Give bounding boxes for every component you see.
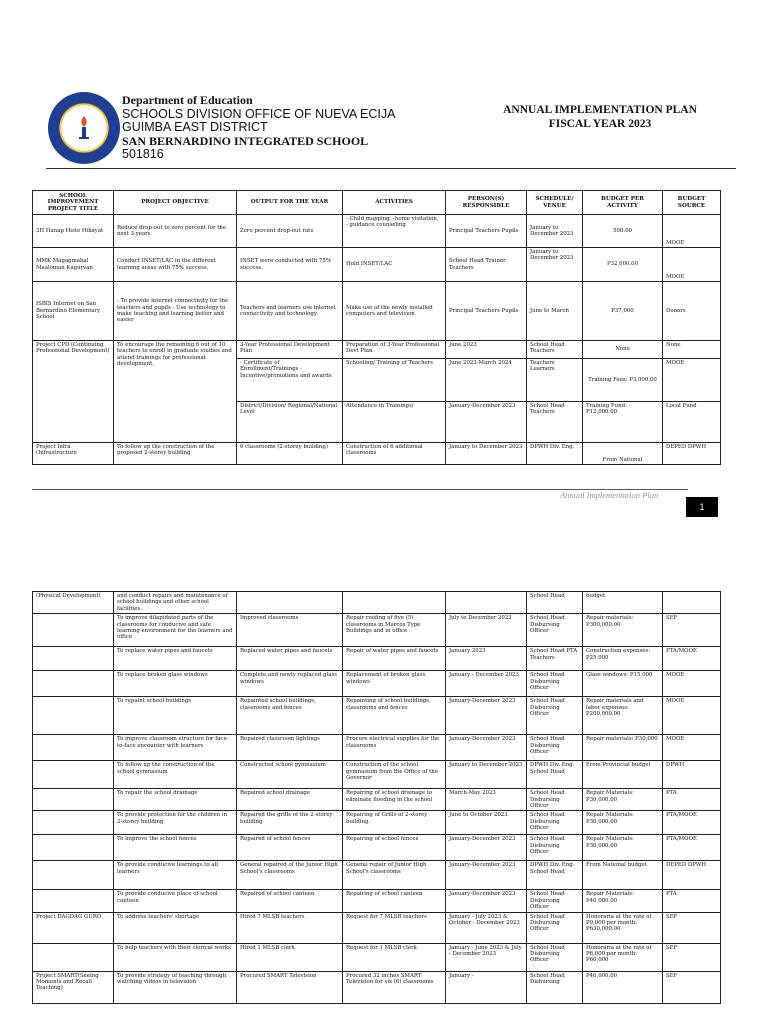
table-cell: School Head Disbursing Officer [527,789,583,811]
table-cell [446,592,527,614]
table-cell [33,835,114,861]
table-cell: budget [583,592,663,614]
footer-text: Annual Implementation Plan [560,490,659,500]
table-cell: Repair Materials: P30,000.00 [583,811,663,835]
table-cell: DEPED DPWH [663,861,721,890]
table-cell: Donors [663,282,721,341]
table-cell: None [583,341,663,359]
table-cell [33,647,114,671]
table-cell: To provide protection for the children in 2-storey building [114,811,237,835]
column-header: PERSON(S) RESPONSIBLE [446,191,527,215]
header-divider [46,168,736,169]
table-cell: From Provincial budget [583,761,663,789]
table-cell: Make use of the newly installed computers and television [343,282,446,341]
table-cell: School Head PTA Teachers [527,647,583,671]
table-cell: Construction expenses: P25,000 [583,647,663,671]
table-cell: General repair of Junior High School's classrooms [343,861,446,890]
table-cell: P32,000.00 [583,248,663,282]
table-cell: Hired 7 MLSB teachers [237,912,343,943]
table-row [33,215,721,248]
table-cell: Replaced water pipes and faucets [237,647,343,671]
table-cell: January - June 2023 & July - December 2023 [446,943,527,971]
table-row [33,592,721,614]
table-cell: MOOE [663,215,721,248]
table-cell: Construction of 6 additional classrooms [343,443,446,465]
table-cell: January - [446,971,527,1003]
table-cell: Conduct INSET/LAC in the different learning areas with 75% success. [114,248,237,282]
table-cell: January-December 2023 [446,835,527,861]
table-cell: January 2023 [446,647,527,671]
table-cell: DPWH [663,761,721,789]
school-id: 501816 [122,147,164,161]
table-cell: To follow up the construction of the school gymnasium [114,761,237,789]
plan-table-page-1 [32,190,721,465]
table-cell: Procured SMART Television [237,971,343,1003]
table-cell: MOOE [663,359,721,402]
table-cell: Honoraria at the rate of P9,000 per month: P630,000.00 [583,912,663,943]
table-cell: From National [583,443,663,465]
table-cell: January-December 2023 [446,861,527,890]
table-cell: Reduce drop-out to zero percent for the next 3 years [114,215,237,248]
department-name: Department of Education [122,93,253,107]
table-cell [33,735,114,761]
table-cell: 500.00 [583,215,663,248]
table-cell: Repaired of school fences [237,835,343,861]
table-cell: To repaint school buildings [114,697,237,735]
table-cell: January-December 2023 [446,890,527,912]
table-cell: Repaired the grills of the 2-storey building [237,811,343,835]
plan-title-block [500,103,700,131]
table-cell: From National budget [583,861,663,890]
table-row [33,890,721,912]
table-cell: - Child mapping, -home visitation, - guidance counseling [343,215,446,248]
table-cell: Schooling/ Training of Teachers [343,359,446,402]
table-cell: (Physical Development) [33,592,114,614]
table-cell: Hold INSET/LAC [343,248,446,282]
table-cell [33,861,114,890]
table-cell: School Head Disbursing Officer [527,943,583,971]
table-cell: MMK Magagmahal Maaloman Kagurvan [33,248,114,282]
table-cell: January to December 2023 [527,248,583,282]
table-cell: Repair Materials: P30,000.00 [583,835,663,861]
table-cell: To address teachers' shortage [114,912,237,943]
table-cell: Glass windows: P15,000 [583,671,663,697]
table-row [33,248,721,282]
table-cell: DPWH Div. Eng. School Head [527,761,583,789]
table-cell: School Head Disbursing Officer [527,811,583,835]
table-cell: MOOE [663,735,721,761]
table-cell: To replace broken glass windows [114,671,237,697]
table-row [33,614,721,647]
table-cell: School Head Disbursing Officer [527,912,583,943]
table-cell [33,614,114,647]
table-row [33,735,721,761]
table-cell: 3H Hanap Histe Hikayat [33,215,114,248]
table-cell: Request for 1 MLSB clerk [343,943,446,971]
table-cell: None [663,341,721,359]
table-cell: Principal Teachers Pupils [446,215,527,248]
table-cell: Repaired of school canteen [237,890,343,912]
table-cell: P46,000.00 [583,971,663,1003]
table-cell: Construction of the school gymnasium from the Office of the Governor [343,761,446,789]
table-cell: Repair of water pipes and faucets [343,647,446,671]
plan-title: ANNUAL IMPLEMENTATION PLAN [503,104,697,116]
table-row [33,671,721,697]
table-cell: Procure electrical supplies for the classrooms [343,735,446,761]
table-cell: To encourage the remaining 6 out of 10 teachers to enroll in graduate studies and attend trainings for professional development. [114,341,237,443]
table-cell: PTA [663,890,721,912]
table-cell: Repaired classroom lightings [237,735,343,761]
table-cell: January-December 2023 [446,697,527,735]
table-header-row [33,191,721,215]
table-cell: School Head Disbursing Officer [527,890,583,912]
table-cell: To help teachers with their clerical works [114,943,237,971]
table-cell: 3-Year Professional Development Plan [237,341,343,359]
table-cell: Request for 7 MLSB teachers [343,912,446,943]
table-cell: To replace water pipes and faucets [114,647,237,671]
table-cell: To improve the school fences [114,835,237,861]
table-cell: School Head Teachers [527,341,583,359]
table-cell: January - July 2023 & October - December 2023 [446,912,527,943]
table-row [33,861,721,890]
table-cell: School Head Trainer Teachers [446,248,527,282]
table-cell: Project CPD (Continuing Professional Development) [33,341,114,443]
table-cell: 6 classrooms (2-storey building) [237,443,343,465]
division-name: SCHOOLS DIVISION OFFICE OF NUEVA ECIJA [122,106,396,121]
table-cell: Teachers and learners use internet connectivity and technology [237,282,343,341]
column-header: SCHOOL IMPROVEMENT PROJECT TITLE [33,191,114,215]
table-cell: Project Infra (Infrastructure [33,443,114,465]
table-cell: Repair Materials: P30,000.00 [583,789,663,811]
table-cell: DEPED DPWH [663,443,721,465]
table-cell: To provide conducive learnings to all learners [114,861,237,890]
table-cell: Zero percent drop-out rate [237,215,343,248]
table-cell: January to December 2023 [446,761,527,789]
table-cell: January to December 2023 [527,215,583,248]
table-cell: January-December 2023 [446,735,527,761]
table-cell: PTA/MOOE [663,647,721,671]
table-cell: School Head Disbursing [527,971,583,1003]
table-row [33,697,721,735]
table-row [33,282,721,341]
table-cell: To improve dilapidated parts of the classrooms for conducive and safe learning environment for the learners and office [114,614,237,647]
deped-seal-logo [48,92,120,164]
table-cell [33,943,114,971]
table-cell: To repair the school drainage [114,789,237,811]
table-cell: SEF [663,943,721,971]
table-cell: Preparation of 3-Year Professional Devt Plan [343,341,446,359]
table-cell [343,592,446,614]
table-row [33,835,721,861]
table-row [33,912,721,943]
table-cell: January - December 2023 [446,671,527,697]
table-cell: School Head Disbursing Officer [527,697,583,735]
table-cell: Project DAGDAG GURO [33,912,114,943]
table-cell: ISBIS Internet on San Bernardino Elementary School [33,282,114,341]
table-cell: March-May 2023 [446,789,527,811]
table-cell: Repairing of school fences [343,835,446,861]
table-row [33,943,721,971]
column-header: OUTPUT FOR THE YEAR [237,191,343,215]
table-row [33,647,721,671]
table-cell: Improved classrooms [237,614,343,647]
table-cell: To follow up the construction of the proposed 2-storey building [114,443,237,465]
table-cell: Hired 1 MLSB clerk [237,943,343,971]
table-cell: School Head Disbursing Officer [527,614,583,647]
table-cell: School Head [527,592,583,614]
table-cell: PTA/MOOE [663,835,721,861]
header-block [122,94,395,162]
table-cell: Repair Materials: P40,000.00 [583,890,663,912]
table-cell: Repairing of school canteen [343,890,446,912]
fiscal-year: FISCAL YEAR 2023 [548,118,652,130]
table-cell: MOOE [663,671,721,697]
table-cell: SEF [663,614,721,647]
table-cell [237,592,343,614]
table-row [33,341,721,359]
table-cell: July to December 2023 [446,614,527,647]
table-cell: Project SMART(Seeing Moments and Recall Teaching) [33,971,114,1003]
table-cell: June to October 2023 [446,811,527,835]
table-cell: Repainted school buildings, classrooms and fences [237,697,343,735]
table-cell: Teachers Learners [527,359,583,402]
page-number-badge: 1 [686,497,718,517]
table-cell: SEF [663,912,721,943]
table-cell: Repairing of school drainage to eliminate flooding in the school [343,789,446,811]
table-cell: DPWH Div. Eng. [527,443,583,465]
table-cell: School Head Disbursing Officer [527,735,583,761]
table-cell: School Head Teachers [527,402,583,443]
table-cell: Replacement of broken glass windows [343,671,446,697]
table-row [33,811,721,835]
table-cell: Repainting of school buildings, classrooms and fences [343,697,446,735]
table-cell: June to March [527,282,583,341]
table-cell: Repairing of Grills of 2-storey building. [343,811,446,835]
table-cell: District/Division/ Regional/National Level [237,402,343,443]
table-cell: June 2023-March 2024 [446,359,527,402]
table-cell: School Head Disbursing Officer [527,671,583,697]
table-cell: School Head Disbursing Officer [527,835,583,861]
table-cell: To provide conducive place of school canteen [114,890,237,912]
table-cell: Repair materials: P30,000 [583,735,663,761]
table-cell: Local Fund [663,402,721,443]
torch-icon [74,114,94,140]
column-header: SCHEDULE/ VENUE [527,191,583,215]
table-row [33,761,721,789]
table-cell: Honoraria at the rate of P6,000 per month: P60,000 [583,943,663,971]
table-cell: Repair roofing of five (5) classrooms in Marcos Type Buildings and in office [343,614,446,647]
column-header: BUDGET PER ACTIVITY [583,191,663,215]
table-cell: January-December 2023 [446,402,527,443]
table-cell: Repaired school drainage [237,789,343,811]
table-cell: To improve classroom structure for face-to-face encounter with learners [114,735,237,761]
table-cell: Attendance in Trainings/ [343,402,446,443]
table-cell: MOOE [663,697,721,735]
table-cell: To provide strategy of teaching through watching videos in television [114,971,237,1003]
table-cell: Complete and newly replaced glass windows [237,671,343,697]
table-cell: Principal Teachers Pupils [446,282,527,341]
table-cell: PTA/MOOE [663,811,721,835]
table-cell [33,890,114,912]
table-cell [33,761,114,789]
table-cell: Constructed school gymnasium [237,761,343,789]
column-header: PROJECT OBJECTIVE [114,191,237,215]
table-cell: January to December 2023 [446,443,527,465]
table-cell: DPWH Div. Eng. School Head [527,861,583,890]
table-cell: MOOE [663,248,721,282]
table-cell: P37,000 [583,282,663,341]
column-header: ACTIVITIES [343,191,446,215]
table-cell [33,789,114,811]
table-cell: Procured 32 inches SMART Television for six (6) classrooms [343,971,446,1003]
table-cell: June 2023 [446,341,527,359]
column-header: BUDGET SOURCE [663,191,721,215]
table-cell: General repaired of the Junior High School's classrooms [237,861,343,890]
table-row [33,971,721,1003]
table-cell: PTA [663,789,721,811]
table-cell: and conduct repairs and maintenance of school buildings and other school facilities. [114,592,237,614]
table-cell [33,697,114,735]
table-cell: INSET were conducted with 75% success. [237,248,343,282]
table-cell: Repair materials and labor expenses: P200,000.00 [583,697,663,735]
school-name: SAN BERNARDINO INTEGRATED SCHOOL [122,133,369,148]
table-cell [33,811,114,835]
table-cell: Repair materials: P300,000.00 [583,614,663,647]
table-cell [33,671,114,697]
district-name: GUIMBA EAST DISTRICT [122,120,268,134]
table-cell: - Certificate of Enrollment/Trainings - Incentive/promotions and awards [237,359,343,402]
table-row [33,789,721,811]
table-cell: SEF [663,971,721,1003]
table-cell [663,592,721,614]
plan-table-page-2 [32,591,721,1004]
table-row [33,443,721,465]
table-cell: Training Fund: -P12,000.00 [583,402,663,443]
table-cell: Training Fees: P3,000.00 [583,359,663,402]
table-cell: - To provide internet connectivity for the teachers and pupils - Use technology to make teaching and learning better and easier [114,282,237,341]
